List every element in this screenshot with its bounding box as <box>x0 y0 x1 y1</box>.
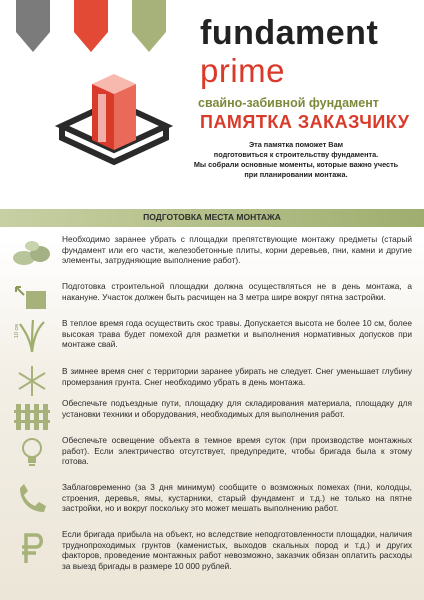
list-item-text: Обеспечьте подъездные пути, площадку для складирования материала, площадку для установки техники и оборудования, необходимых для выполнения работ. <box>62 398 412 419</box>
section-title: ПОДГОТОВКА МЕСТА МОНТАЖА <box>143 212 281 222</box>
pile-logo-icon <box>54 64 174 174</box>
phone-icon <box>12 482 52 516</box>
red-pencil-icon <box>72 0 110 52</box>
header-area <box>0 0 424 205</box>
plot-expand-icon <box>12 281 52 315</box>
brand-name-line1: fundament <box>200 14 379 52</box>
header-subtitle: свайно-забивной фундамент <box>198 96 379 110</box>
brand-name-line2: prime <box>200 52 286 89</box>
fence-icon <box>12 398 52 432</box>
ruble-icon <box>12 531 52 565</box>
list-item-text: Подготовка строительной площадки должна осуществляться не в день монтажа, а накануне. Участок должен быть расчищен на 3 метра шире вокруг пятна застройки. <box>62 281 412 302</box>
stones-icon <box>12 236 52 270</box>
lightbulb-icon <box>12 435 52 469</box>
list-item-text: Заблаговременно (за 3 дня минимум) сообщите о возможных помехах (пни, колодцы, строения, деревья, ямы, кустарники, старый фундамент и т.д.) не только на пятне застройки, но и вокруг поскольку это может мешать выполнению работ. <box>62 482 412 514</box>
page-title: ПАМЯТКА ЗАКАЗЧИКУ <box>200 112 410 132</box>
list-item-text: В зимнее время снег с территории заранее убирать не следует. Снег уменьшает глубину промерзания грунта. Снег необходимо убрать в день монтажа. <box>62 366 412 387</box>
list-item-text: Необходимо заранее убрать с площадки препятствующие монтажу предметы (старый фундамент или его части, железобетонные плиты, корни деревьев, пни, камни и другие элементы, затрудняющие выполнение работ). <box>62 234 412 266</box>
list-item-text: Обеспечьте освещение объекта в темное время суток (при производстве монтажных работ). Если электричество отсутствует, предупредите, чтобы бригада была к этому готова. <box>62 435 412 467</box>
intro-text: Эта памятка поможет Вам подготовиться к строительству фундамента. Мы собрали основные моменты, которые важно учесть при планировании монтажа. <box>193 140 399 179</box>
list-item-text: В теплое время года осуществить скос травы. Допускается высота не более 10 см, более высокая трава будет помехой для разметки и выполнения нормативных допусков при монтаже свай. <box>62 318 412 350</box>
olive-pencil-icon <box>130 0 168 52</box>
grass-height-label: 10 см <box>14 323 21 339</box>
gray-pencil-icon <box>14 0 52 52</box>
list-item-text: Если бригада прибыла на объект, но вследствие неподготовленности площадки, наличия труднопроходимых грунтов (каменистых, выходов скальных пород и т.д.) и других факторов, проведение монтажных работ невозможно, заказчик обязан оплатить расходы за выезд бригады в размере 10 000 рублей. <box>62 529 412 571</box>
snowflake-icon <box>12 364 52 398</box>
section-band <box>0 209 424 227</box>
